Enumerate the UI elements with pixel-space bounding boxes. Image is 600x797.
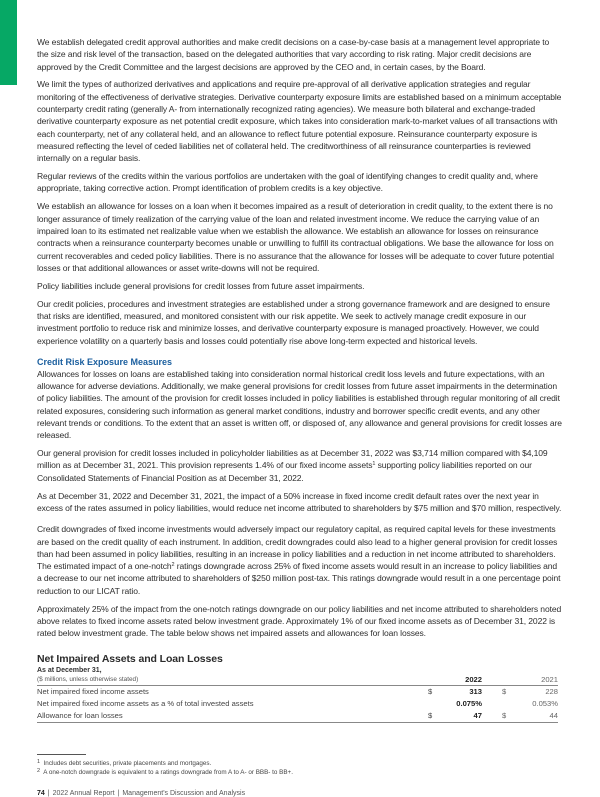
value-2021: 44 xyxy=(516,710,558,723)
footer-section: Management's Discussion and Analysis xyxy=(122,789,246,797)
page-number: 74 xyxy=(37,789,45,797)
impaired-assets-table xyxy=(37,675,558,723)
page-footer: 74 | 2022 Annual Report | Management's Discussion and Analysis xyxy=(37,789,246,797)
value-2022: 313 xyxy=(469,686,482,696)
impaired-assets-table-block xyxy=(37,653,562,723)
paragraph-regular-reviews: Regular reviews of the credits within the various portfolios are undertaken with the goal of identifying changes to credit quality and, where appropriate, taking corrective action. Prompt identification of problem credits is a key objective. xyxy=(37,171,538,194)
footnote-ref-2: 2 xyxy=(171,562,175,569)
paragraph-policy-liabilities: Policy liabilities include general provisions for credit losses from future asset impairments. xyxy=(37,280,365,291)
row-label: Net impaired fixed income assets as a % of total invested assets xyxy=(37,698,254,708)
paragraph-default-rates: As at December 31, 2022 and December 31, 2021, the impact of a 50% increase in fixed income credit default rates over the next year in excess of the rates assumed in policy liabilities, would reduce net income attributed to shareholders by $75 million and $70 million, respectively. xyxy=(37,490,562,513)
paragraph-derivatives: We limit the types of authorized derivatives and applications and require pre-approval of all derivative application strategies and regular monitoring of the effectiveness of derivative strategies. Derivative counterparty exposure limits are established based on a minimum acceptable counterparty credit rating (generally A- from internationally recognized rating agencies). We measure both bilateral and exchange-traded derivative counterparty exposure as net potential credit exposure, which takes into consideration mark-to-market values of all transactions with each counterparty, net of any collateral held, and an allowance to reflect future potential exposure. Reinsurance counterparty exposure is measured reflecting the level of ceded liabilities net of collateral held. The creditworthiness of all reinsurance counterparties is reviewed internally on a regular basis. xyxy=(37,79,562,164)
section-heading: Credit Risk Exposure Measures xyxy=(37,356,173,367)
table-row xyxy=(37,698,558,710)
footnote-divider xyxy=(37,754,86,755)
row-label: Allowance for loan losses xyxy=(37,710,428,723)
paragraph-credit-downgrades: Credit downgrades of fixed income investments would adversely impact our regulatory capital, as required capital levels for these investments are based on the credit quality of each instrument. In addition, credit downgrades could also lead to a higher general provision for credit losses than had been assumed in policy liabilities, resulting in an increase in policy liabilities and a reduction in net income attributed to shareholders. The estimated impact of a one-notch$^2$ ratings downgrade across 25% of fixed income assets would result in an increase to policy liabilities and a decrease to our net income attributed to shareholders of $250 million post-tax. This ratings downgrade would result in a one percentage point reduction to our LICAT ratio. xyxy=(37,524,561,596)
table-title: Net Impaired Assets and Loan Losses xyxy=(37,652,223,665)
table-subtitle: As at December 31, xyxy=(37,666,102,674)
paragraph-below-investment-grade: Approximately 25% of the impact from the one-notch ratings downgrade on our policy liabilities and net income attributed to shareholders noted above relates to fixed income assets rated below investment grade. Approximately 1% of our fixed income assets as of December 31, 2022 is rated below investment grade. The table below shows net impaired assets and allowances for loan losses. xyxy=(37,603,562,639)
page-content xyxy=(37,36,562,797)
paragraph-credit-approval: We establish delegated credit approval authorities and make credit decisions on a case-by-case basis at a management level appropriate to the size and risk level of the transaction, based on the delegated authorities that vary according to risk rating. Major credit decisions are approved by the Credit Committee and the largest decisions are approved by the CEO and, in certain cases, by the Board. xyxy=(37,37,550,72)
footnote-1: $^1$ Includes debt securities, private placements and mortgages. xyxy=(37,758,212,767)
paragraph-credit-policies: Our credit policies, procedures and investment strategies are established under a strong governance framework and are designed to ensure that risks are identified, measured, and monitored consistent with our risk appetite. We seek to actively manage credit exposure in our investment portfolio to reduce risk and minimize losses, and derivative counterparty exposure is managed proactively. However, we could experience volatility on a quarterly basis and losses could potentially rise above long-term expected and historical levels. xyxy=(37,298,550,346)
paragraph-general-provision: Our general provision for credit losses included in policyholder liabilities as at December 31, 2022 was $3,714 million compared with $4,109 million as at December 31, 2021. This provision represents 1.4% of our fixed income assets$^1$ supporting policy liabilities reported on our Consolidated Statements of Financial Position as at December 31, 2022. xyxy=(37,448,548,483)
table-header-row xyxy=(37,675,558,686)
table-row: Net impaired fixed income assets $ 313 $ 228 xyxy=(37,686,558,696)
section-color-tab xyxy=(0,0,17,85)
table-units: ($ millions, unless otherwise stated) xyxy=(37,675,428,686)
footnote-ref-1: 1 xyxy=(372,461,376,468)
paragraph-allowance-losses: We establish an allowance for losses on a loan when it becomes impaired as a result of deterioration in credit quality, to the extent there is no longer assurance of timely realization of the carrying value of the loan and related investment income. We reduce the carrying value of an impaired loan to its estimated net realizable value when we establish the allowance. We establish an allowance for losses on reinsurance contracts when a reinsurance counterparty becomes unable or unwilling to fulfill its contractual obligations. We base the allowance for loss on current recoverables and ceded policy liabilities. There is no assurance that the allowance for losses will be adequate to cover future potential losses or that additional allowances or asset write-downs will not be required. xyxy=(37,201,554,273)
column-header-2021: 2021 xyxy=(516,675,558,686)
column-header-2022: 2022 xyxy=(442,675,482,686)
value-2022: 47 xyxy=(442,710,482,723)
row-label: Net impaired fixed income assets xyxy=(37,686,149,696)
footer-report: 2022 Annual Report xyxy=(52,789,115,797)
value-2021: 0.053% xyxy=(532,698,558,708)
paragraph-allowances: Allowances for losses on loans are established taking into consideration normal historical credit loss levels and future expectations, with an allowance for adverse deviations. Additionally, we make general provisions for credit losses from future asset impairments in the determination of policy liabilities. The amount of the provision for credit losses included in policy liabilities is established through regular monitoring of all credit related exposures, considering such information as general market conditions, industry and borrower specific credit events, and any other relevant trends or conditions. To the extent that an asset is written off, or disposed of, any allowance and general provisions for credit losses are released. xyxy=(37,368,562,441)
table-row: Allowance for loan losses $ 47 $ 44 xyxy=(37,710,558,723)
footnote-2: $^2$ A one-notch downgrade is equivalent to a ratings downgrade from A to A- or BBB- to BB+. xyxy=(37,767,293,776)
value-2022: 0.075% xyxy=(456,698,482,708)
value-2021: 228 xyxy=(545,686,558,696)
